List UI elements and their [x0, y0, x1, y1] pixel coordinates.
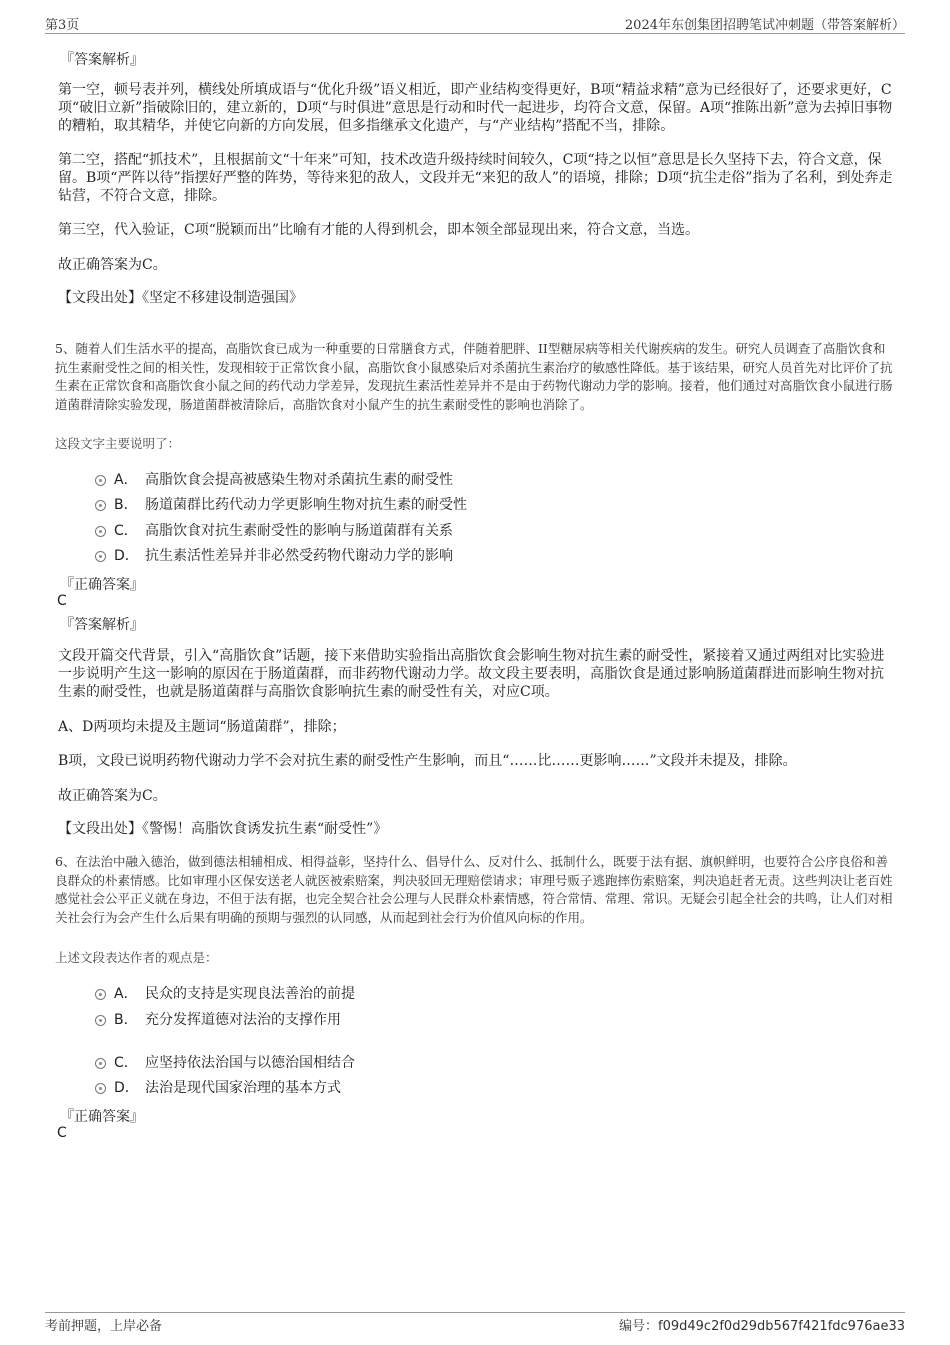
- document-title: 2024年东创集团招聘笔试冲刺题（带答案解析）: [624, 18, 905, 33]
- q6-answer-label: 『正确答案』: [60, 1109, 144, 1125]
- radio-button[interactable]: [95, 1058, 106, 1069]
- option-text: 肠道菌群比药代动力学更影响生物对抗生素的耐受性: [145, 497, 467, 513]
- footer-slogan: 考前押题，上岸必备: [45, 1319, 163, 1334]
- q6-question-text: 6、在法治中融入德治，做到德法相辅相成、相得益彰，坚持什么、倡导什么、反对什么、抵制什么，既要于法有据、旗帜鲜明，也要符合公序良俗和善良群众的朴素情感。比如审理小区保安送老人就医被索赔案，判决驳回无理赔偿请求；审理号贩子逃跑摔伤索赔案，判决追赶者无责。这些判决让老百姓感觉社会公平正义就在身边，不但于法有据，也完全契合社会公理与人民群众朴素情感，符合常情、常理、常识。无疑会引起全社会的共鸣，让人们对相关社会行为会产生什么后果有明确的预期与强烈的认同感，从而起到社会行为价值风向标的作用。: [55, 854, 893, 925]
- q5-question-text: 5、随着人们生活水平的提高，高脂饮食已成为一种重要的日常膳食方式，伴随着肥胖、II型糖尿病等相关代谢疾病的发生。研究人员调查了高脂饮食和抗生素耐受性之间的相关性，发现相较于正常饮食小鼠，高脂饮食小鼠感染后对杀菌抗生素治疗的敏感性降低。基于该结果，研究人员首先对比评价了抗生素在正常饮食和高脂饮食小鼠之间的药代动力学差异，发现抗生素活性差异并不是由于药物代谢动力学的影响。接着，他们通过对高脂饮食小鼠进行肠道菌群清除实验发现，肠道菌群被清除后，高脂饮食对小鼠产生的抗生素耐受性的影响也消除了。: [55, 341, 893, 412]
- q5-answer-label: 『正确答案』: [60, 577, 144, 593]
- option-text: 民众的支持是实现良法善治的前提: [145, 986, 355, 1002]
- q4-analysis-para-1: 第一空，顿号表并列，横线处所填成语与“优化升级”语义相近，即产业结构变得更好，B项“精益求精”意为已经很好了，还要求更好，C项“破旧立新”指破除旧的，建立新的，D项“与时俱进”意思是行动和时代一起进步，均符合文意，保留。A项“推陈出新”意为去掉旧事物的糟粕，取其精华，并使它向新的方向发展，但多指继承文化遗产，与“产业结构”搭配不当，排除。: [58, 82, 893, 134]
- q5-analysis-label: 『答案解析』: [60, 617, 144, 633]
- option-letter: C．: [114, 1055, 138, 1071]
- option-letter: D．: [114, 548, 139, 564]
- radio-button[interactable]: [95, 1083, 106, 1094]
- page-number: 第3页: [45, 18, 80, 33]
- q4-conclusion: 故正确答案为C。: [58, 257, 167, 273]
- option-letter: D．: [114, 1080, 139, 1096]
- q5-analysis-para-2: A、D两项均未提及主题词“肠道菌群”，排除；: [58, 719, 346, 735]
- page-header: [45, 14, 905, 34]
- q5-prompt: 这段文字主要说明了：: [55, 436, 181, 451]
- option-letter: B．: [114, 1012, 138, 1028]
- q4-analysis-para-2: 第二空，搭配“抓技术”，且根据前文“十年来”可知，技术改造升级持续时间较久，C项“持之以恒”意思是长久坚持下去，符合文意，保留。B项“严阵以待”指摆好严整的阵势，等待来犯的敌人，文段并无“来犯的敌人”的语境，排除；D项“抗尘走俗”指为了名利，到处奔走钻营，不符合文意，排除。: [58, 152, 893, 204]
- q6-answer: C: [57, 1125, 67, 1141]
- document-code: 编号：f09d49c2f0d29db567f421fdc976ae33: [619, 1319, 905, 1334]
- option-text: 法治是现代国家治理的基本方式: [145, 1080, 341, 1096]
- option-text: 高脂饮食会提高被感染生物对杀菌抗生素的耐受性: [145, 472, 453, 488]
- page-footer: [45, 1312, 905, 1334]
- q4-analysis-para-3: 第三空，代入验证，C项“脱颖而出”比喻有才能的人得到机会，即本领全部显现出来，符合文意，当选。: [58, 222, 700, 238]
- q5-source: 【文段出处】《警惕！高脂饮食诱发抗生素“耐受性”》: [58, 821, 388, 837]
- option-text: 充分发挥道德对法治的支撑作用: [145, 1012, 341, 1028]
- radio-button[interactable]: [95, 989, 106, 1000]
- q5-conclusion: 故正确答案为C。: [58, 788, 167, 804]
- option-letter: A．: [114, 472, 138, 488]
- q5-analysis-para-3: B项，文段已说明药物代谢动力学不会对抗生素的耐受性产生影响，而且“……比……更影响……”文段并未提及，排除。: [58, 753, 797, 769]
- option-text: 高脂饮食对抗生素耐受性的影响与肠道菌群有关系: [145, 523, 453, 539]
- option-text: 应坚持依法治国与以德治国相结合: [145, 1055, 355, 1071]
- option-letter: B．: [114, 497, 138, 513]
- radio-button[interactable]: [95, 500, 106, 511]
- radio-button[interactable]: [95, 1015, 106, 1026]
- option-letter: C．: [114, 523, 138, 539]
- q5-answer: C: [57, 593, 67, 609]
- q4-source: 【文段出处】《坚定不移建设制造强国》: [58, 290, 303, 306]
- radio-button[interactable]: [95, 526, 106, 537]
- radio-button[interactable]: [95, 551, 106, 562]
- option-letter: A．: [114, 986, 138, 1002]
- q5-analysis-para-1: 文段开篇交代背景，引入“高脂饮食”话题，接下来借助实验指出高脂饮食会影响生物对抗生素的耐受性，紧接着又通过两组对比实验进一步说明产生这一影响的原因在于肠道菌群，而非药物代谢动力学。故文段主要表明，高脂饮食是通过影响肠道菌群进而影响生物对抗生素的耐受性，也就是肠道菌群与高脂饮食影响抗生素的耐受性有关，对应C项。: [58, 648, 885, 700]
- option-text: 抗生素活性差异并非必然受药物代谢动力学的影响: [145, 548, 453, 564]
- radio-button[interactable]: [95, 475, 106, 486]
- q6-prompt: 上述文段表达作者的观点是：: [55, 950, 218, 965]
- q4-analysis-label: 『答案解析』: [60, 52, 144, 68]
